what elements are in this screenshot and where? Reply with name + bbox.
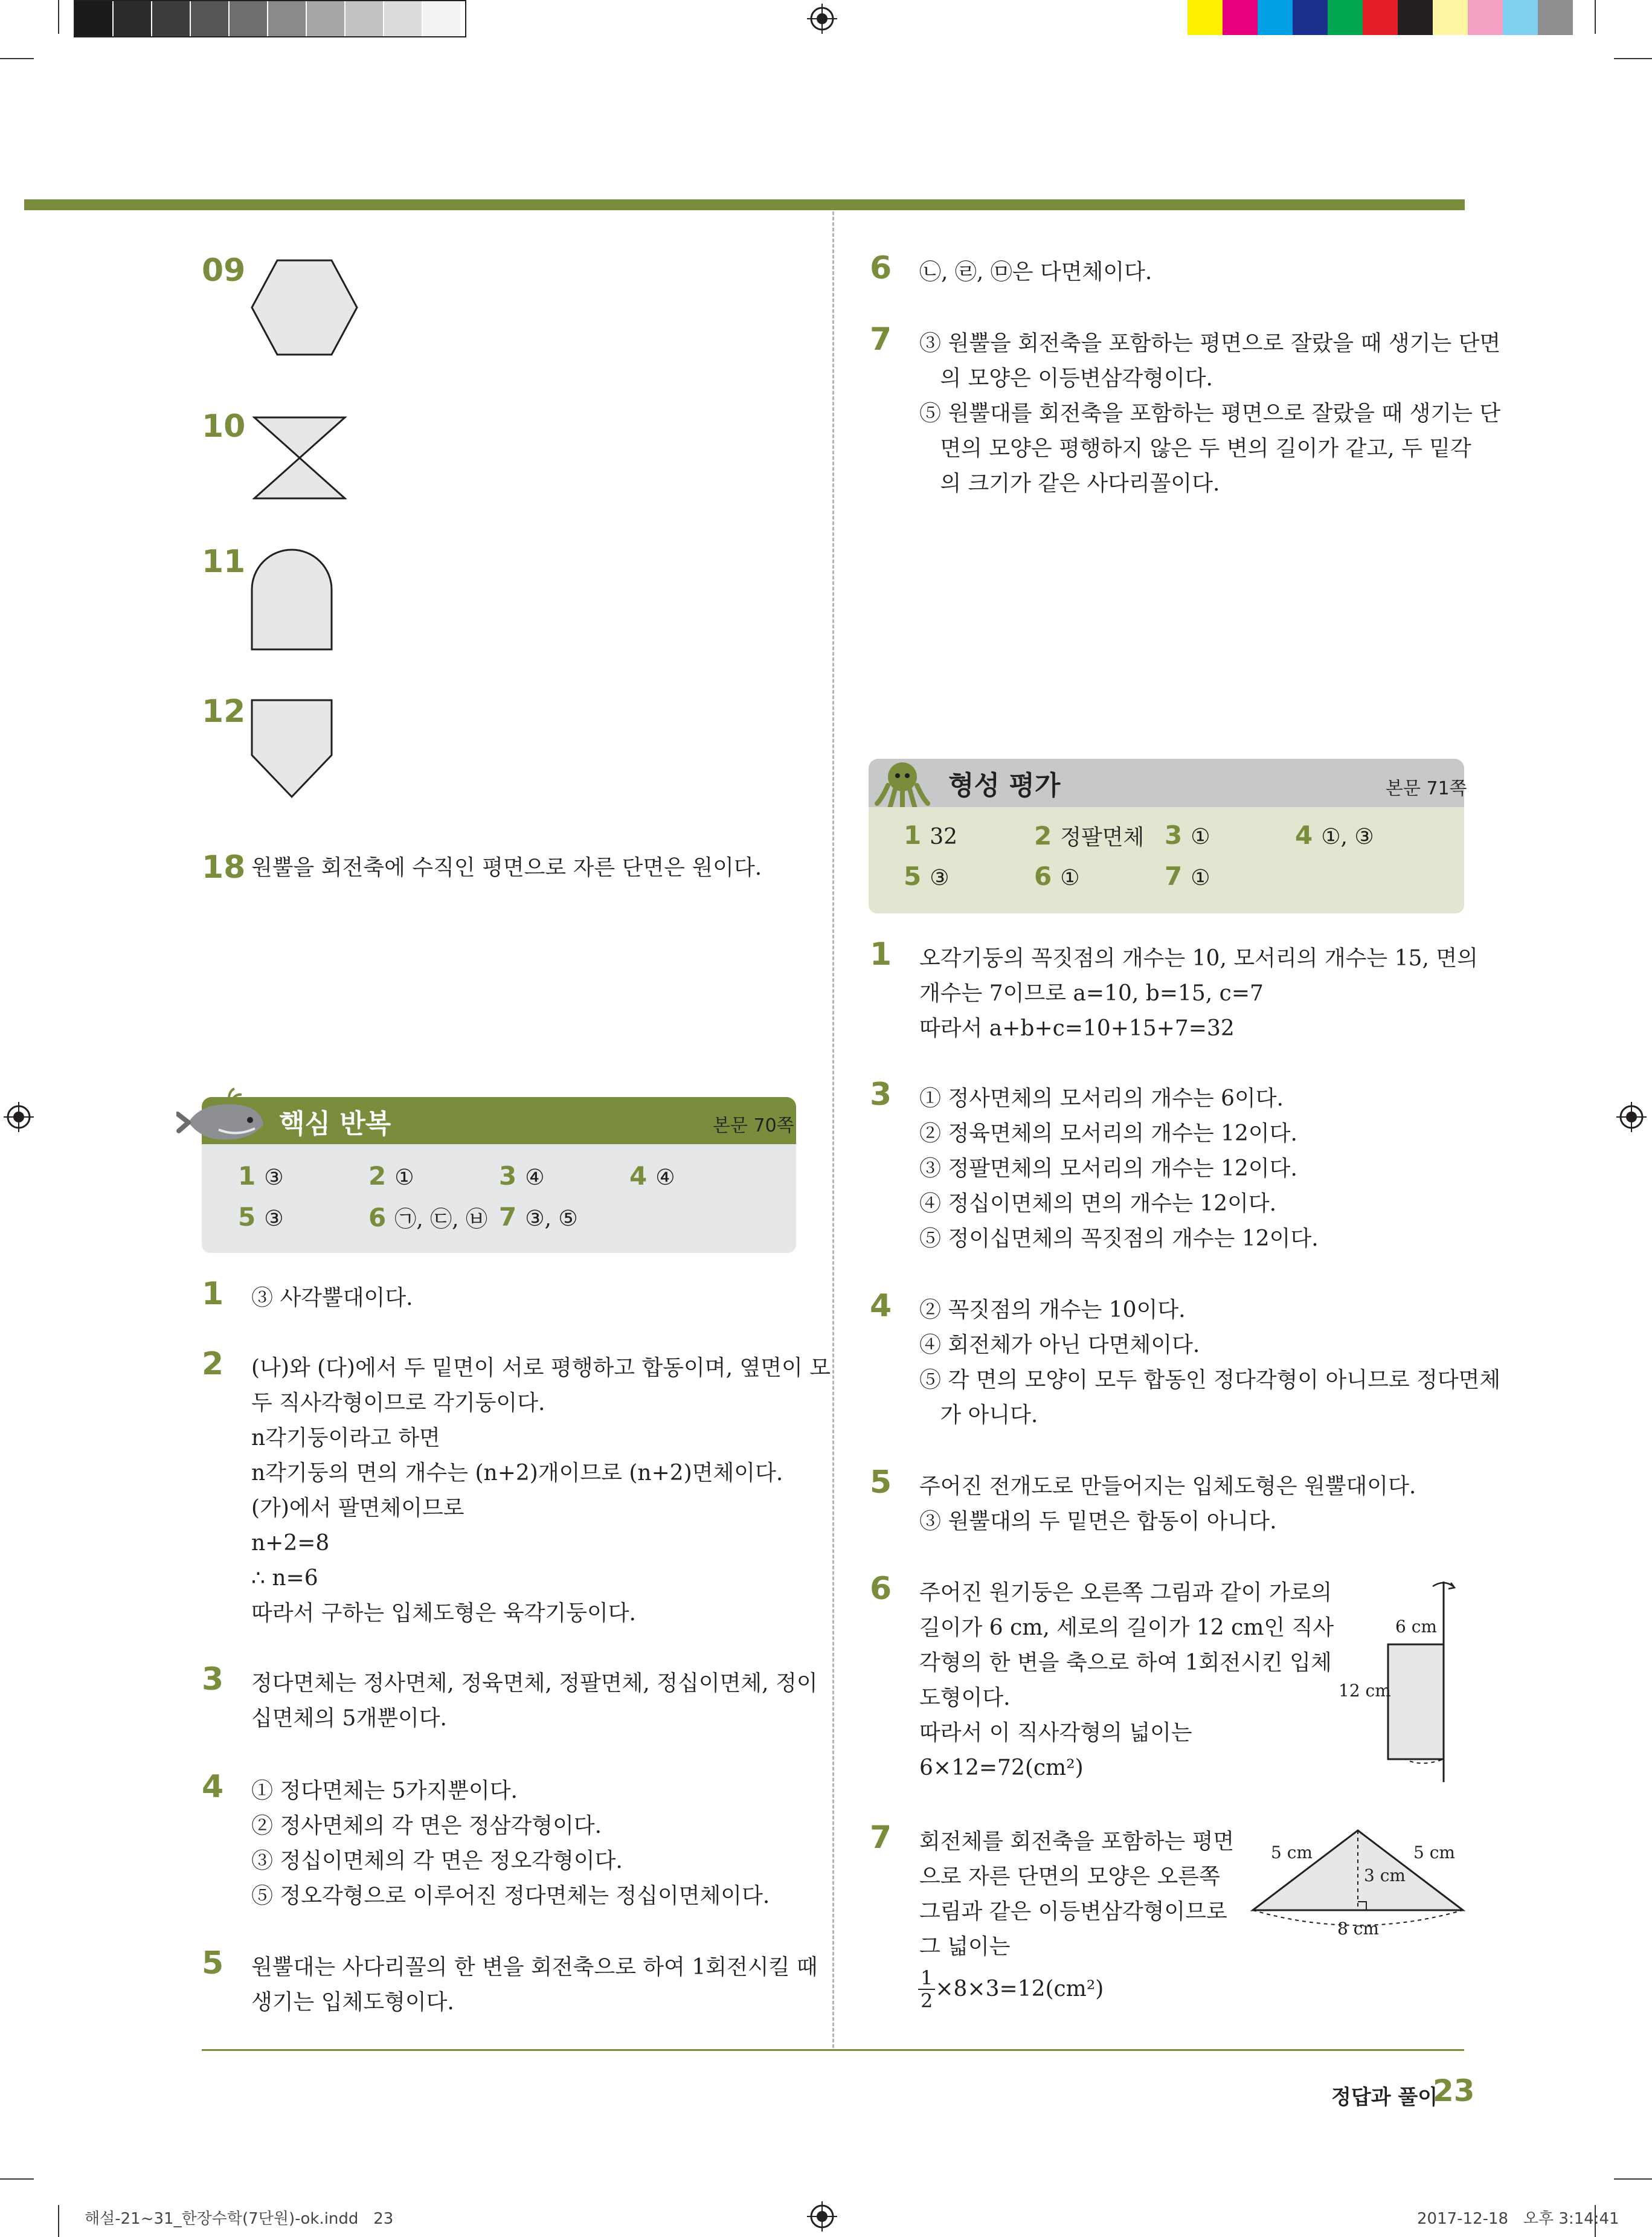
text-line: ③ 원뿔을 회전축을 포함하는 평면으로 잘랐을 때 생기는 단면 (919, 331, 1501, 356)
crop-mark (58, 0, 59, 34)
item-number: 7 (870, 321, 892, 358)
text-line: 주어진 전개도로 만들어지는 입체도형은 원뿔대이다. (919, 1474, 1416, 1499)
answer-number: 3 (499, 1161, 517, 1191)
base-label: 8 cm (1337, 1919, 1379, 1939)
section-title: 핵심 반복 (279, 1109, 391, 1139)
item-number: 5 (870, 1464, 892, 1501)
item-number: 7 (870, 1820, 892, 1856)
item-number: 4 (870, 1288, 892, 1324)
color-bar (1188, 0, 1576, 35)
text-line: ⑤ 정오각형으로 이루어진 정다면체는 정십이면체이다. (251, 1884, 770, 1908)
answer-value: ③ (264, 1165, 284, 1190)
footer-label: 정답과 풀이 (1331, 2085, 1438, 2110)
text-line: (나)와 (다)에서 두 밑면이 서로 평행하고 합동이며, 옆면이 모 (251, 1356, 831, 1380)
width-label: 6 cm (1395, 1617, 1437, 1637)
text-line: ② 꼭짓점의 개수는 10이다. (919, 1298, 1186, 1322)
text-line: 두 직사각형이므로 각기둥이다. (251, 1391, 545, 1415)
page-reference: 본문 70쪽 (713, 1115, 794, 1136)
answer-value: ①, ③ (1321, 825, 1374, 849)
item-number: 1 (202, 1276, 224, 1312)
text-line: ∴ n=6 (251, 1566, 318, 1591)
answer-number: 1 (238, 1161, 256, 1191)
item-text (919, 1824, 1234, 1965)
octopus-icon (873, 756, 931, 814)
text-line: 원뿔대는 사다리꼴의 한 변을 회전축으로 하여 1회전시킬 때 (251, 1955, 818, 1980)
crop-mark (1614, 58, 1652, 59)
page-number: 23 (1433, 2073, 1475, 2108)
gray-swatch (268, 1, 306, 36)
text-line: 따라서 구하는 입체도형은 육각기둥이다. (251, 1601, 636, 1626)
text-line: 따라서 a+b+c=10+15+7=32 (919, 1016, 1235, 1041)
answer-value: ① (1060, 866, 1080, 890)
gray-swatch (152, 1, 190, 36)
answer-value: 32 (930, 825, 958, 849)
item-number: 6 (870, 250, 892, 286)
text-line: ㉡, ㉣, ㉤은 다면체이다. (919, 260, 1152, 285)
answer-item (629, 1161, 675, 1191)
whale-icon (176, 1086, 273, 1147)
answer-item (499, 1161, 545, 1191)
registration-mark-right (1616, 1102, 1647, 1132)
hourglass-figure (252, 416, 347, 500)
text-line: 6×12=72(cm²) (919, 1756, 1084, 1780)
text-line: 따라서 이 직사각형의 넓이는 (919, 1720, 1192, 1745)
item-text (919, 1576, 1334, 1786)
item-number: 1 (870, 936, 892, 973)
crop-mark (1595, 0, 1596, 34)
answer-number: 3 (1165, 820, 1183, 850)
page-reference: 본문 71쪽 (1386, 778, 1467, 799)
answer-number: 6 (368, 1203, 387, 1232)
question-number: 18 (202, 849, 246, 886)
answer-value: ④ (655, 1165, 675, 1190)
text-line: n+2=8 (251, 1531, 330, 1556)
pentagon-figure (250, 698, 333, 799)
gray-swatch (384, 1, 422, 36)
text-line: 주어진 원기둥은 오른쪽 그림과 같이 가로의 (919, 1580, 1332, 1605)
answer-number: 5 (904, 861, 922, 891)
color-swatch (1433, 0, 1468, 35)
text-line: ② 정육면체의 모서리의 개수는 12이다. (919, 1121, 1297, 1146)
text-line: 회전체를 회전축을 포함하는 평면 (919, 1829, 1235, 1854)
answer-value: ㉠, ㉢, ㉥ (394, 1207, 488, 1232)
height-label: 12 cm (1339, 1681, 1391, 1701)
text-line: ① 정사면체의 모서리의 개수는 6이다. (919, 1086, 1284, 1111)
answer-box (202, 1144, 796, 1253)
text-line: 십면체의 5개뿐이다. (251, 1706, 447, 1731)
arch-figure (250, 549, 333, 651)
color-swatch (1398, 0, 1433, 35)
answer-number: 5 (238, 1202, 256, 1232)
color-swatch (1363, 0, 1398, 35)
item-number: 6 (870, 1571, 892, 1607)
answer-value: ① (1191, 825, 1210, 849)
header-rule (24, 199, 1465, 210)
answer-value: ③, ⑤ (525, 1206, 578, 1231)
text-line: ⑤ 원뿔대를 회전축을 포함하는 평면으로 잘랐을 때 생기는 단 (919, 401, 1501, 426)
height-label: 3 cm (1364, 1865, 1406, 1885)
answer-item (368, 1202, 487, 1233)
answer-item (238, 1202, 284, 1232)
text-line: ③ 사각뿔대이다. (251, 1286, 413, 1310)
color-swatch (1328, 0, 1363, 35)
color-swatch (1468, 0, 1503, 35)
color-swatch (1503, 0, 1538, 35)
text-line: 길이가 6 cm, 세로의 길이가 12 cm인 직사 (919, 1615, 1334, 1640)
section-title: 형성 평가 (948, 770, 1061, 801)
side-label-left: 5 cm (1271, 1843, 1313, 1862)
text-line: n각기둥이라고 하면 (251, 1426, 440, 1450)
answer-number: 2 (1034, 821, 1052, 851)
file-info: 해설-21~31_한장수학(7단원)-ok.indd 23 (85, 2210, 394, 2228)
answer-number: 1 (904, 820, 922, 850)
item-number: 5 (202, 1945, 224, 1981)
color-swatch (1258, 0, 1293, 35)
gray-swatch (307, 1, 344, 36)
text-line: 정다면체는 정사면체, 정육면체, 정팔면체, 정십이면체, 정이 (251, 1671, 818, 1696)
text-line: 생기는 입체도형이다. (251, 1990, 454, 2015)
hexagon-figure (250, 259, 359, 356)
answer-item (1165, 861, 1210, 891)
text-line: 각형의 한 변을 축으로 하여 1회전시킨 입체 (919, 1650, 1332, 1675)
text-line: 그림과 같은 이등변삼각형이므로 (919, 1899, 1227, 1924)
question-number: 12 (202, 694, 246, 730)
item-text (251, 1774, 770, 1914)
text-line: ① 정다면체는 5가지뿐이다. (251, 1778, 518, 1803)
item-text (919, 1293, 1500, 1433)
text-line: 의 크기가 같은 사다리꼴이다. (919, 471, 1220, 496)
item-text (919, 1469, 1416, 1539)
answer-item (904, 861, 950, 891)
answer-number: 7 (499, 1202, 517, 1232)
answer-value: ① (1191, 866, 1210, 890)
crop-mark (0, 2178, 34, 2180)
color-swatch (1223, 0, 1258, 35)
grayscale-bar (74, 0, 466, 37)
item-number: 3 (870, 1077, 892, 1113)
text-line: (가)에서 팔면체이므로 (251, 1496, 464, 1521)
answer-item (1165, 820, 1210, 850)
answer-item (499, 1202, 578, 1232)
item-text (251, 1666, 818, 1736)
text-line: ⑤ 각 면의 모양이 모두 합동인 정다각형이 아니므로 정다면체 (919, 1368, 1501, 1392)
footer-rule (202, 2049, 1464, 2051)
color-swatch (1293, 0, 1328, 35)
item-text (919, 941, 1478, 1046)
item-text (919, 1081, 1319, 1257)
answer-item (904, 820, 957, 850)
question-text: 원뿔을 회전축에 수직인 평면으로 자른 단면은 원이다. (251, 855, 762, 880)
text-line: ③ 정십이면체의 각 면은 정오각형이다. (251, 1849, 623, 1873)
answer-value: 정팔면체 (1060, 825, 1145, 850)
text-line: ④ 회전체가 아닌 다면체이다. (919, 1333, 1200, 1357)
fraction-denominator: 2 (921, 1989, 933, 2012)
answer-item (1034, 861, 1080, 891)
text-line: ② 정사면체의 각 면은 정삼각형이다. (251, 1814, 602, 1838)
gray-swatch (114, 1, 151, 36)
answer-value: ③ (930, 866, 950, 890)
item-text (251, 1950, 818, 2020)
answer-item (1034, 820, 1144, 851)
registration-mark-bottom (807, 2201, 837, 2232)
text-line: 면의 모양은 평행하지 않은 두 변의 길이가 같고, 두 밑각 (919, 436, 1471, 461)
text-line: 그 넓이는 (919, 1934, 1011, 1959)
text-line: 개수는 7이므로 a=10, b=15, c=7 (919, 981, 1264, 1006)
answer-number: 6 (1034, 861, 1052, 891)
text-line: 으로 자른 단면의 모양은 오른쪽 (919, 1864, 1220, 1889)
gray-swatch (423, 1, 460, 36)
answer-value: ④ (525, 1165, 545, 1190)
item-text (919, 255, 1152, 290)
text-line: 오각기둥의 꼭짓점의 개수는 10, 모서리의 개수는 15, 면의 (919, 946, 1478, 971)
answer-number: 2 (368, 1161, 387, 1191)
question-number: 09 (202, 253, 246, 289)
text-line: ④ 정십이면체의 면의 개수는 12이다. (919, 1191, 1277, 1216)
item-number: 2 (202, 1346, 224, 1382)
answer-number: 4 (629, 1161, 648, 1191)
text-line: ③ 정팔면체의 모서리의 개수는 12이다. (919, 1156, 1297, 1181)
answer-item (1295, 820, 1374, 850)
item-number: 3 (202, 1661, 224, 1698)
timestamp: 2017-12-18 오후 3:14:41 (1417, 2210, 1619, 2228)
registration-mark-left (4, 1102, 34, 1132)
text-line: 가 아니다. (919, 1403, 1038, 1427)
fraction-numerator: 1 (918, 1967, 935, 1990)
text-line: 도형이다. (919, 1685, 1011, 1710)
color-swatch (1538, 0, 1573, 35)
side-label-right: 5 cm (1413, 1843, 1455, 1862)
item-number: 4 (202, 1769, 224, 1805)
answer-item (238, 1161, 284, 1191)
text-line: ⑤ 정이십면체의 꼭짓점의 개수는 12이다. (919, 1226, 1319, 1251)
crop-mark (1614, 2178, 1652, 2180)
answer-value: ③ (264, 1206, 284, 1231)
fraction-formula (918, 1967, 1104, 2015)
item-text (251, 1351, 831, 1631)
text-line: n각기둥의 면의 개수는 (n+2)개이므로 (n+2)면체이다. (251, 1461, 783, 1485)
crop-mark (0, 58, 34, 59)
question-number: 10 (202, 408, 246, 445)
answer-number: 7 (1165, 861, 1183, 891)
answer-item (368, 1161, 414, 1191)
gray-swatch (230, 1, 267, 36)
column-divider (832, 211, 834, 2048)
gray-swatch (346, 1, 383, 36)
item-text (919, 326, 1500, 501)
gray-swatch (75, 1, 112, 36)
registration-mark-top (807, 4, 837, 34)
formula-rest: ×8×3=12(cm²) (935, 1977, 1104, 2001)
color-swatch (1188, 0, 1223, 35)
question-number: 11 (202, 544, 246, 580)
answer-value: ① (394, 1165, 414, 1190)
text-line: ③ 원뿔대의 두 밑면은 합동이 아니다. (919, 1509, 1277, 1534)
answer-number: 4 (1295, 820, 1313, 850)
text-line: 의 모양은 이등변삼각형이다. (919, 366, 1213, 391)
item-text (251, 1281, 413, 1316)
gray-swatch (191, 1, 228, 36)
crop-mark (58, 2205, 59, 2237)
